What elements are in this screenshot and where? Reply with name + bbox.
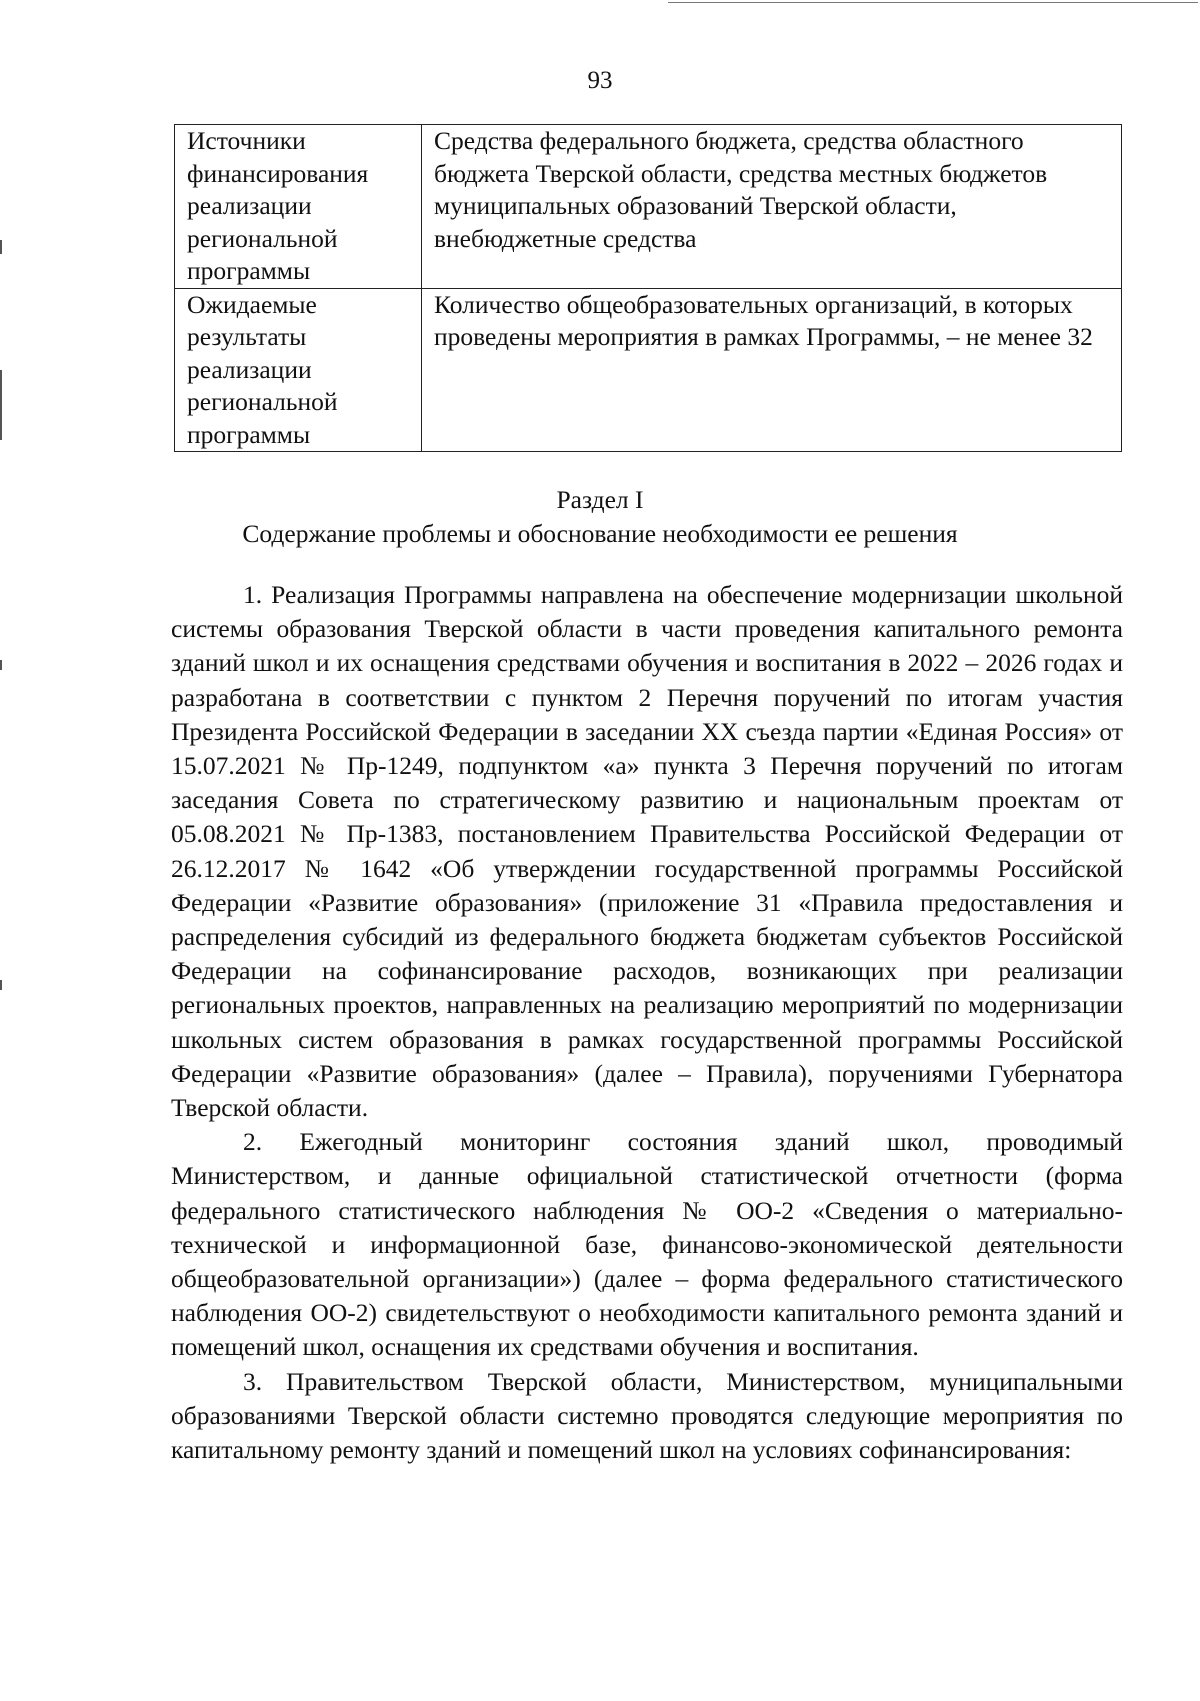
scan-margin-mark — [0, 370, 2, 440]
row-value-expected-results: Количество общеобразовательных организаций, в которых проведены мероприятия в рамках Программы, – не менее 32 — [422, 288, 1122, 452]
scan-margin-mark — [0, 660, 2, 670]
page-number: 93 — [587, 67, 613, 94]
row-label-funding-sources: Источники финансирования реализации региональной программы — [175, 125, 422, 289]
paragraph-1: 1. Реализация Программы направлена на обеспечение модернизации школьной системы образования Тверской области в части проведения капитального ремонта зданий школ и их оснащения средствами обучения и воспитания в 2022 – 2026 годах и разработана в соответствии с пунктом 2 Перечня поручений по итогам участия Президента Российской Федерации в заседании XX съезда партии «Единая Россия» от 15.07.2021 № Пр-1249, подпунктом «а» пункта 3 Перечня поручений по итогам заседания Совета по стратегическому развитию и национальным проектам от 05.08.2021 № Пр-1383, постановлением Правительства Российской Федерации от 26.12.2017 № 1642 «Об утверждении государственной программы Российской Федерации «Развитие образования» (приложение 31 «Правила предоставления и распределения субсидий из федерального бюджета бюджетам субъектов Российской Федерации на софинансирование расходов, возникающих при реализации региональных проектов, направленных на реализацию мероприятий по модернизации школьных систем образования в рамках государственной программы Российской Федерации «Развитие образования» (далее – Правила), поручениями Губернатора Тверской области. — [171, 580, 1123, 1123]
paragraph-2: 2. Ежегодный мониторинг состояния зданий школ, проводимый Министерством, и данные официальной статистической отчетности (форма федерального статистического наблюдения № ОО-2 «Сведения о материально-технической и информационной базе, финансово-экономической деятельности общеобразовательной организации») (далее – форма федерального статистического наблюдения ОО-2) свидетельствуют о необходимости капитального ремонта зданий и помещений школ, оснащения их средствами обучения и воспитания. — [171, 1127, 1123, 1362]
row-label-expected-results: Ожидаемые результаты реализации региональной программы — [175, 288, 422, 452]
row-value-funding-sources: Средства федерального бюджета, средства областного бюджета Тверской области, средства местных бюджетов муниципальных образований Тверской области, внебюджетные средства — [422, 125, 1122, 289]
table-row — [175, 125, 1122, 289]
section-number: Раздел I — [556, 485, 644, 514]
program-summary-table — [174, 124, 1122, 452]
paragraph-3: 3. Правительством Тверской области, Министерством, муниципальными образованиями Тверской области системно проводятся следующие мероприятия по капитальному ремонту зданий и помещений школ на условиях софинансирования: — [171, 1366, 1123, 1465]
section-title: Содержание проблемы и обоснование необходимости ее решения — [242, 519, 958, 548]
table-row — [175, 288, 1122, 452]
scan-margin-mark — [0, 240, 2, 254]
scan-top-rule — [668, 2, 1198, 3]
section-body — [171, 578, 1123, 1467]
scan-margin-mark — [0, 980, 2, 990]
